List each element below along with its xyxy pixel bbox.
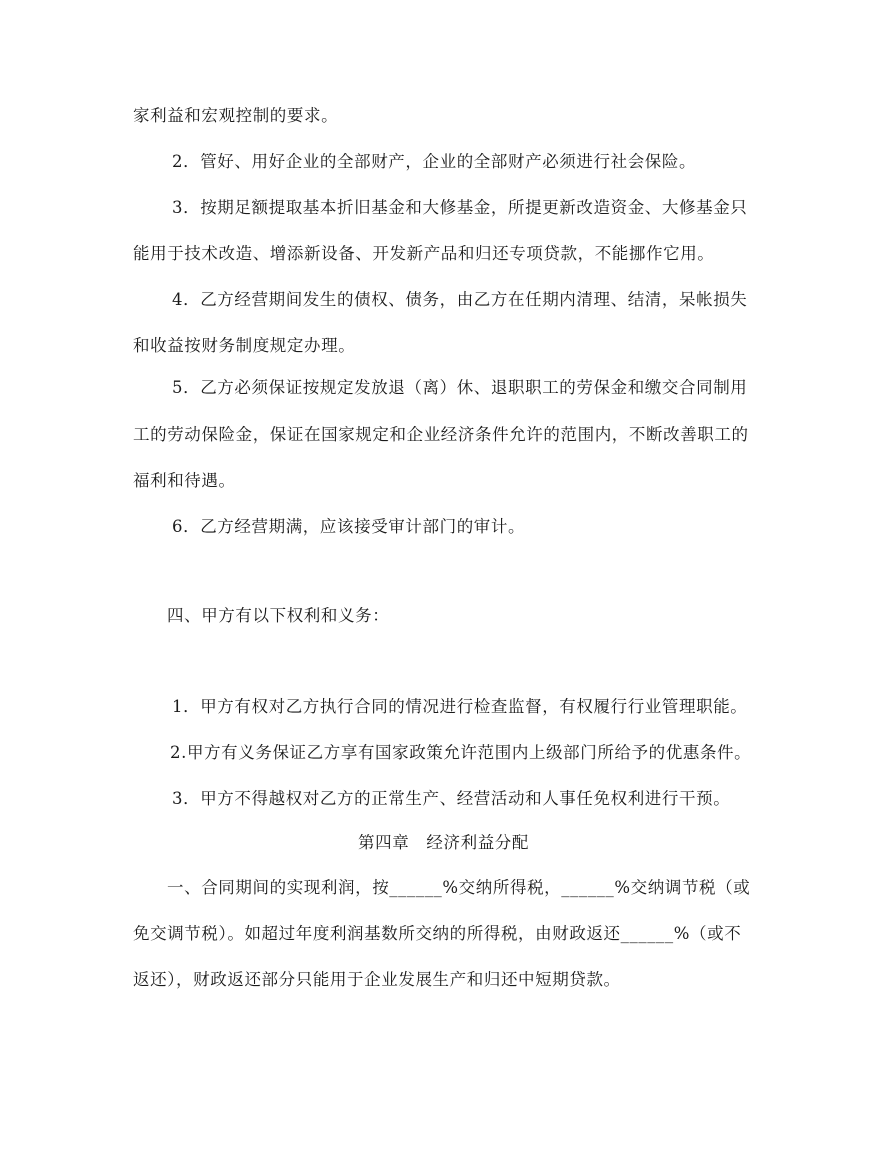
chapter-title: 第四章 经济利益分配: [358, 833, 529, 852]
text-line: 2.甲方有义务保证乙方享有国家政策允许范围内上级部门所给予的优惠条件。: [170, 743, 752, 762]
text-line: 4．乙方经营期间发生的债权、债务，由乙方在任期内清理、结清，呆帐损失: [172, 290, 748, 309]
text-line: 工的劳动保险金，保证在国家规定和企业经济条件允许的范围内，不断改善职工的: [133, 425, 749, 444]
text-line: 2．管好、用好企业的全部财产，企业的全部财产必须进行社会保险。: [172, 152, 697, 171]
section-heading: 四、甲方有以下权利和义务：: [167, 606, 390, 625]
text-line: 3．按期足额提取基本折旧基金和大修基金，所提更新改造资金、大修基金只: [172, 198, 748, 217]
text-line: 福利和待遇。: [133, 471, 236, 490]
text-line: 5．乙方必须保证按规定发放退（离）休、退职职工的劳保金和缴交合同制用: [172, 378, 748, 397]
text-line: 和收益按财务制度规定办理。: [133, 336, 356, 355]
text-line: 家利益和宏观控制的要求。: [133, 106, 339, 125]
text-line: 返还），财政返还部分只能用于企业发展生产和归还中短期贷款。: [133, 970, 621, 989]
text-line: 能用于技术改造、增添新设备、开发新产品和归还专项贷款，不能挪作它用。: [133, 244, 715, 263]
text-line: 3．甲方不得越权对乙方的正常生产、经营活动和人事任免权利进行干预。: [172, 789, 731, 808]
text-line: 1．甲方有权对乙方执行合同的情况进行检查监督，有权履行行业管理职能。: [172, 697, 748, 716]
text-line: 6．乙方经营期满，应该接受审计部门的审计。: [172, 517, 526, 536]
text-line: 免交调节税）。如超过年度利润基数所交纳的所得税，由财政返还______%（或不: [133, 924, 742, 943]
text-line: 一、合同期间的实现利润，按______%交纳所得税，______%交纳调节税（或: [167, 878, 751, 897]
